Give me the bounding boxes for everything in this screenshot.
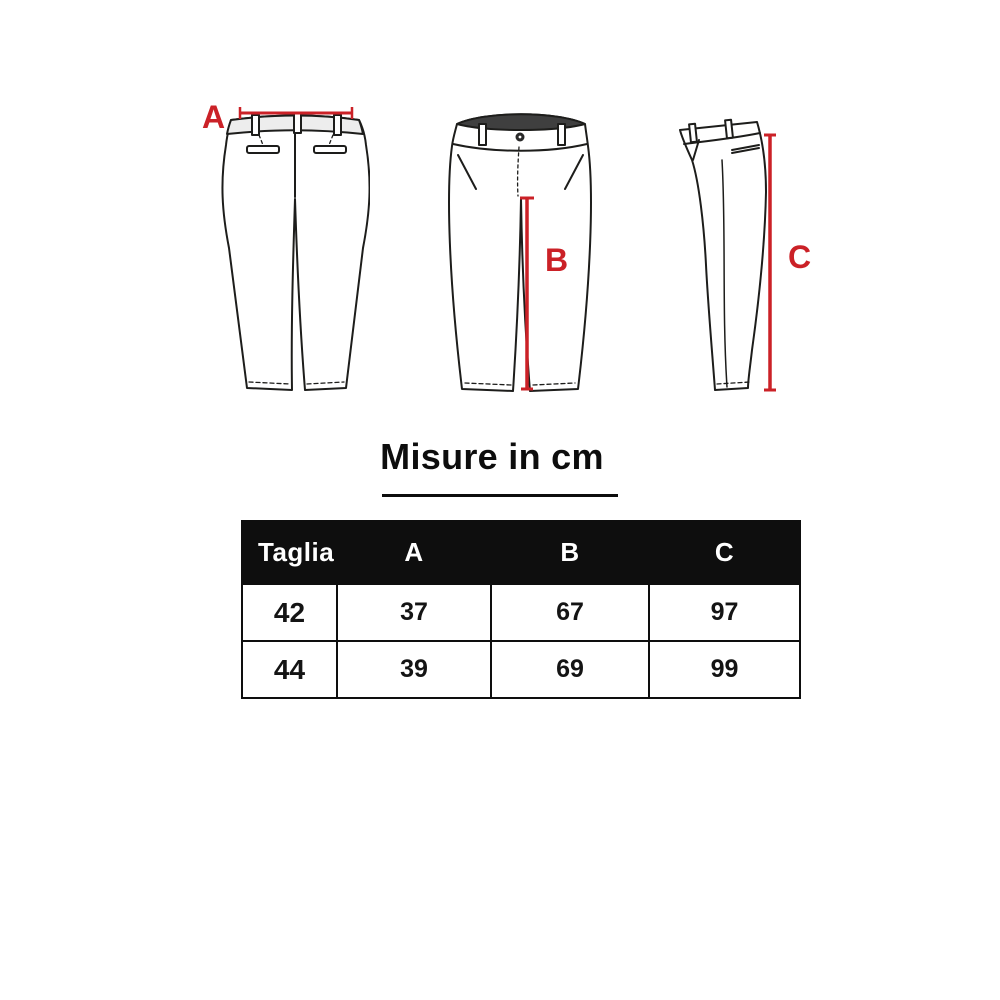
- waist-button-hole: [519, 136, 522, 139]
- title-underline: [382, 494, 618, 497]
- cell-value-a: 39: [337, 641, 491, 698]
- pants-side-body: [680, 122, 766, 390]
- cell-value-c: 99: [649, 641, 800, 698]
- cell-size: 44: [242, 641, 337, 698]
- cell-size: 42: [242, 584, 337, 641]
- belt-loop: [689, 124, 697, 143]
- pants-front-body: [449, 114, 591, 391]
- cell-value-a: 37: [337, 584, 491, 641]
- belt-loop: [725, 120, 733, 139]
- measure-label-b: B: [545, 242, 569, 278]
- belt-loop: [558, 124, 565, 145]
- pants-front-outline: [449, 114, 591, 391]
- table-header-row: [242, 521, 800, 584]
- pants-back-outline: [222, 113, 369, 390]
- pants-back-view-icon: [195, 100, 370, 400]
- table-row: [242, 584, 800, 641]
- header-cell-a: A: [337, 521, 491, 584]
- belt-loop: [294, 113, 301, 133]
- cell-value-c: 97: [649, 584, 800, 641]
- measure-label-c: C: [788, 239, 812, 275]
- pants-front-view-icon: [445, 100, 605, 400]
- belt-loop: [252, 115, 259, 135]
- header-cell-c: C: [649, 521, 800, 584]
- cell-value-b: 69: [491, 641, 649, 698]
- belt-loop: [334, 115, 341, 135]
- size-chart-title: Misure in cm: [380, 436, 604, 477]
- cell-value-b: 67: [491, 584, 649, 641]
- table-row: [242, 641, 800, 698]
- header-cell-taglia: Taglia: [242, 521, 337, 584]
- belt-loop: [479, 124, 486, 145]
- size-table: [241, 520, 801, 699]
- measure-label-a: A: [202, 99, 226, 135]
- pants-side-outline: [680, 120, 766, 390]
- back-pocket-welt: [247, 146, 279, 153]
- back-pocket-welt: [314, 146, 346, 153]
- header-cell-b: B: [491, 521, 649, 584]
